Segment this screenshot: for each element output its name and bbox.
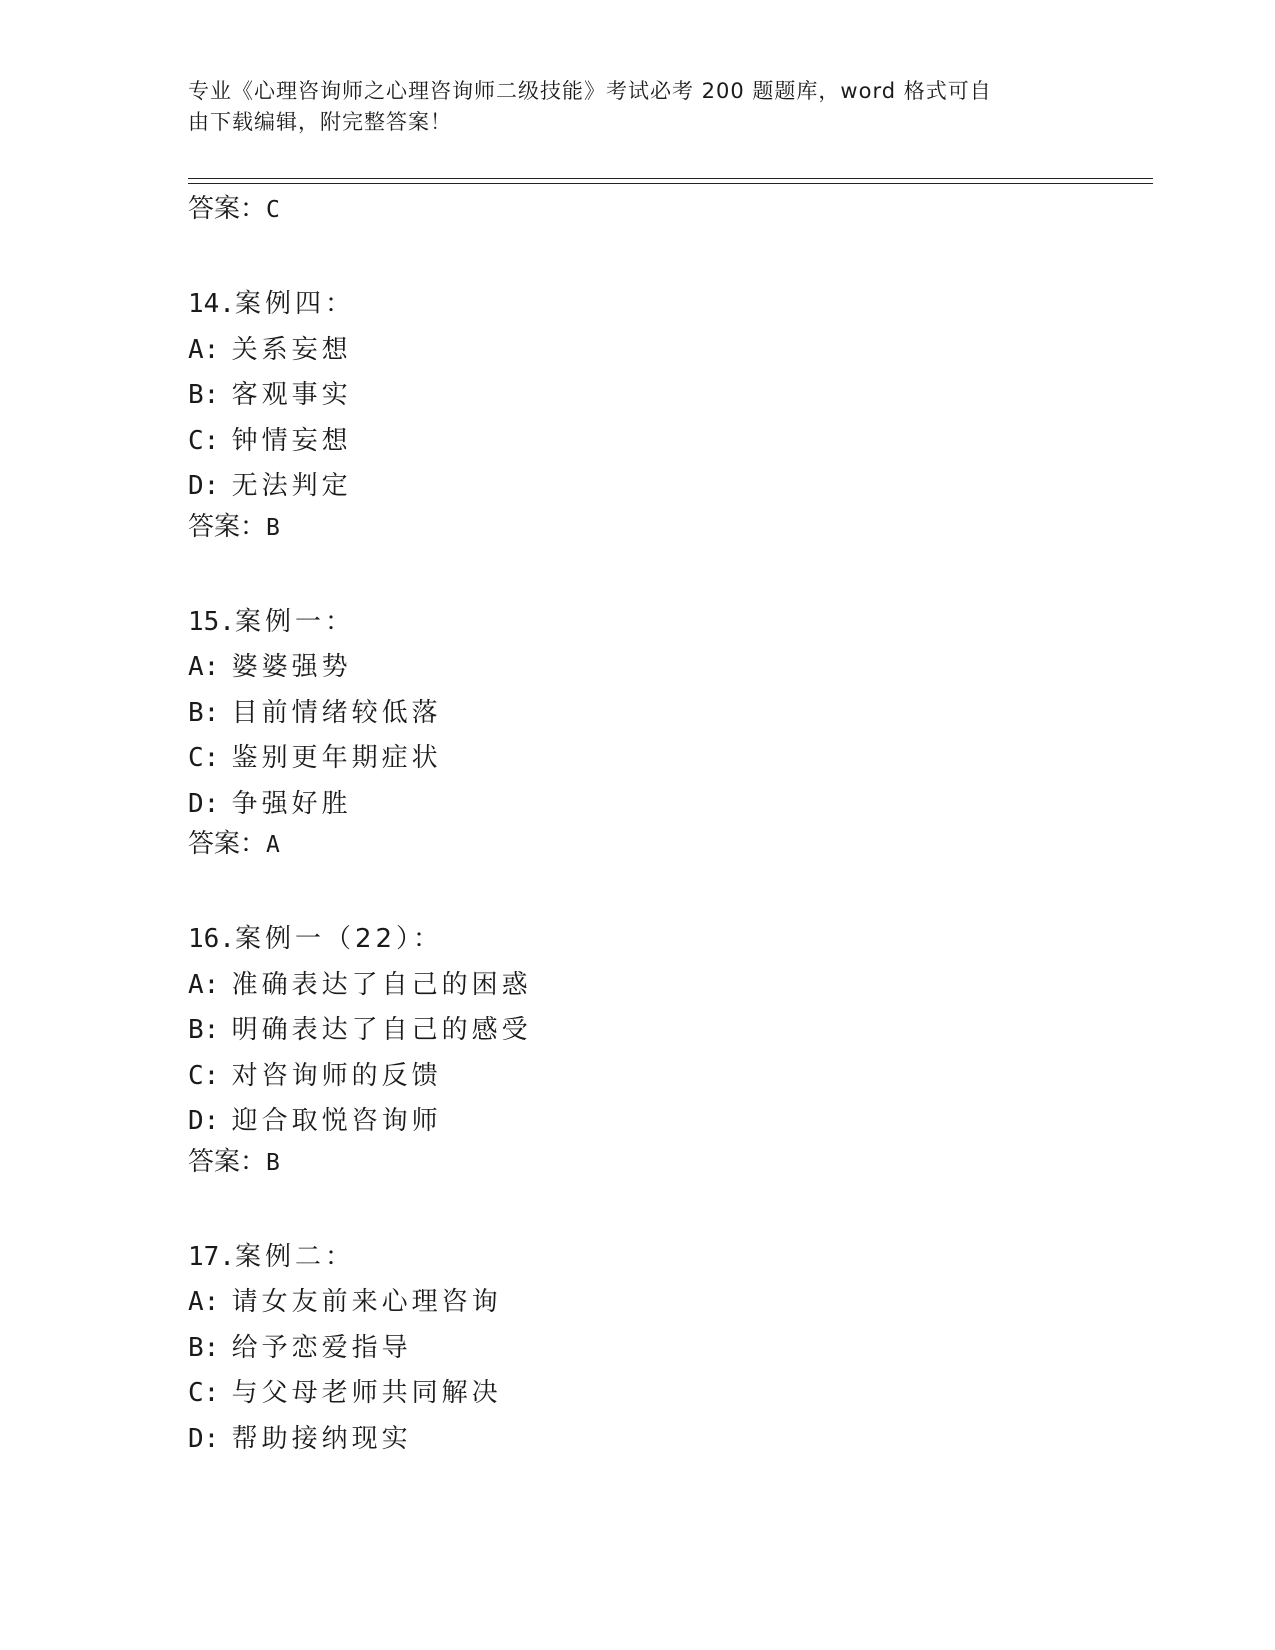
option-key: B:	[188, 697, 220, 728]
question-text: 案例一：	[234, 606, 355, 637]
option-text: 请女友前来心理咨询	[231, 1287, 502, 1317]
option-text: 给予恋爱指导	[231, 1332, 412, 1363]
question-number: 14.	[188, 289, 235, 319]
option-key: A:	[188, 1287, 220, 1317]
option-a	[188, 328, 1148, 374]
answer-value: A	[266, 832, 280, 858]
header-divider-top	[188, 178, 1153, 179]
question-text: 案例二：	[234, 1241, 355, 1272]
option-b	[188, 373, 1148, 419]
question-block	[188, 600, 1148, 862]
question-title	[188, 600, 1148, 646]
answer-value: B	[266, 1149, 280, 1176]
option-text: 目前情绪较低落	[231, 697, 442, 728]
option-text: 明确表达了自己的感受	[231, 1015, 532, 1045]
answer-value: C	[266, 197, 280, 223]
option-text: 与父母老师共同解决	[231, 1378, 502, 1408]
question-block	[188, 1235, 1148, 1463]
option-text: 客观事实	[231, 380, 352, 410]
option-c	[188, 1054, 1148, 1100]
question-block	[188, 917, 1148, 1179]
question-title	[188, 1235, 1148, 1281]
question-number: 17.	[188, 1241, 235, 1272]
option-key: C:	[188, 1060, 220, 1091]
answer-label: 答案：	[188, 511, 267, 542]
option-a	[188, 645, 1148, 691]
option-key: B:	[188, 380, 220, 410]
option-text: 准确表达了自己的困惑	[231, 969, 532, 1000]
option-d	[188, 782, 1148, 828]
answer-line	[188, 1145, 1148, 1179]
option-text: 鉴别更年期症状	[231, 743, 442, 773]
option-c	[188, 736, 1148, 782]
option-key: B:	[188, 1015, 220, 1045]
option-key: C:	[188, 1378, 220, 1408]
option-text: 钟情妄想	[231, 425, 352, 456]
document-header	[188, 76, 1088, 138]
question-block	[188, 282, 1148, 544]
question-title	[188, 282, 1148, 328]
option-text: 对咨询师的反馈	[231, 1060, 442, 1091]
answer-label: 答案：	[188, 829, 267, 859]
question-number: 16.	[188, 924, 235, 954]
header-divider-bottom	[188, 183, 1153, 184]
option-key: A:	[188, 969, 220, 1000]
answer-label: 答案：	[188, 1146, 267, 1177]
option-c	[188, 1371, 1148, 1417]
question-number: 15.	[188, 606, 235, 637]
answer-label: 答案：	[188, 194, 267, 224]
option-b	[188, 691, 1148, 737]
answer-line	[188, 827, 1148, 861]
option-key: B:	[188, 1332, 220, 1363]
header-line-1: 专业《心理咨询师之心理咨询师二级技能》考试必考 200 题题库，word 格式可自	[188, 79, 992, 103]
option-a	[188, 1280, 1148, 1326]
option-text: 无法判定	[231, 471, 352, 501]
answer-line	[188, 510, 1148, 544]
option-a	[188, 963, 1148, 1009]
option-key: A:	[188, 652, 220, 682]
option-text: 争强好胜	[231, 788, 352, 819]
option-text: 帮助接纳现实	[231, 1423, 412, 1454]
option-b	[188, 1008, 1148, 1054]
question-list	[188, 192, 1148, 1462]
option-d	[188, 464, 1148, 510]
option-key: C:	[188, 425, 220, 456]
option-key: C:	[188, 743, 220, 773]
question-title	[188, 917, 1148, 963]
option-text: 婆婆强势	[231, 652, 352, 682]
option-d	[188, 1099, 1148, 1145]
question-text: 案例四：	[234, 289, 355, 319]
header-line-2: 由下载编辑，附完整答案！	[188, 110, 452, 134]
option-key: D:	[188, 1106, 220, 1136]
option-d	[188, 1417, 1148, 1463]
answer-line	[188, 192, 1148, 226]
option-text: 迎合取悦咨询师	[231, 1106, 442, 1136]
option-c	[188, 419, 1148, 465]
answer-value: B	[266, 514, 280, 541]
option-b	[188, 1326, 1148, 1372]
option-key: D:	[188, 788, 220, 819]
option-key: D:	[188, 1423, 220, 1454]
option-text: 关系妄想	[231, 334, 352, 365]
question-text: 案例一（22）：	[234, 924, 444, 954]
option-key: D:	[188, 471, 220, 501]
option-key: A:	[188, 334, 220, 365]
